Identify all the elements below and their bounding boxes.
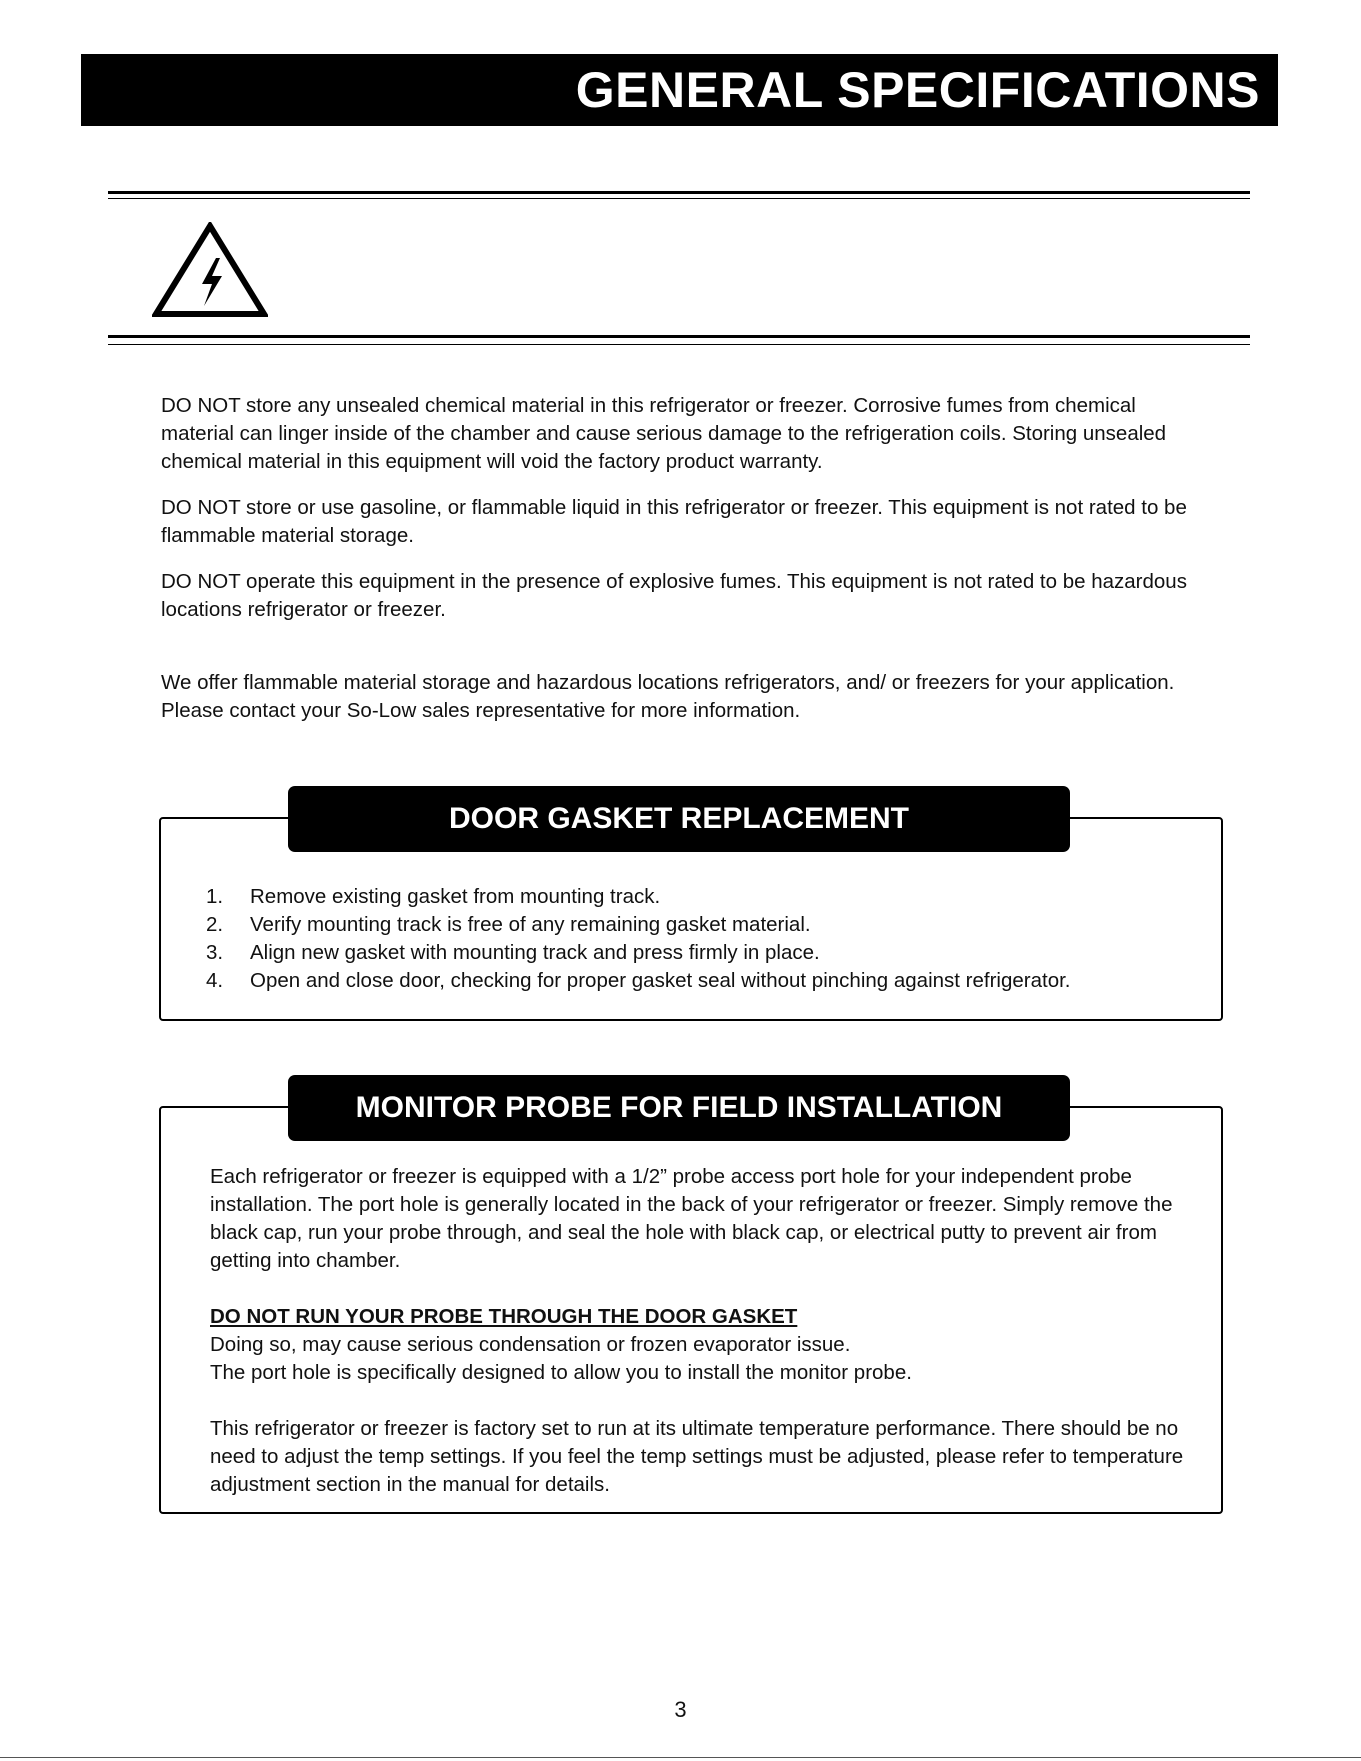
probe-intro-text: Each refrigerator or freezer is equipped with a 1/2” probe access port hole for your independent probe installation. The port hole is generally located in the back of your refrigerator or freezer. Simply remove the black cap, run your probe through, and seal the hole with black cap, or electrical putty to prevent air from getting into chamber.: [210, 1165, 1173, 1272]
probe-warning-heading: DO NOT RUN YOUR PROBE THROUGH THE DOOR GASKET: [210, 1305, 798, 1328]
temperature-note-text: This refrigerator or freezer is factory set to run at its ultimate temperature performance. There should be no need to adjust the temp settings. If you feel the temp settings must be adjusted, please refer to temperature adjustment section in the manual for details.: [210, 1417, 1184, 1496]
page-number: 3: [674, 1697, 687, 1722]
footer-rule: [0, 1757, 1361, 1758]
warning-rule-bottom-thin: [108, 344, 1250, 345]
header-bar: [81, 54, 1278, 126]
step-number: 1.: [206, 885, 224, 908]
electrical-hazard-icon: [152, 222, 268, 318]
warning-rule-top-thin: [108, 198, 1250, 199]
probe-section-title: MONITOR PROBE FOR FIELD INSTALLATION: [288, 1075, 1070, 1141]
flammable-warning-text: DO NOT store or use gasoline, or flammable liquid in this refrigerator or freezer. This equipment is not rated to be flammable material storage.: [161, 496, 1187, 547]
warning-rule-bottom: [108, 335, 1250, 338]
probe-intro: [210, 1163, 1200, 1275]
intro-paragraph: [161, 568, 1191, 624]
step-text: Verify mounting track is free of any remaining gasket material.: [250, 913, 811, 936]
step-text: Align new gasket with mounting track and press firmly in place.: [250, 941, 820, 964]
list-item: [206, 883, 1206, 911]
list-item: [206, 967, 1206, 995]
gasket-section-title: DOOR GASKET REPLACEMENT: [288, 786, 1070, 852]
list-item: [206, 939, 1206, 967]
step-number: 3.: [206, 941, 224, 964]
intro-paragraph: [161, 669, 1191, 725]
contact-info-text: We offer flammable material storage and hazardous locations refrigerators, and/ or freezers for your application. Please contact your So-Low sales representative for more information.: [161, 671, 1175, 722]
intro-paragraph: [161, 392, 1191, 476]
step-text: Open and close door, checking for proper gasket seal without pinching against refrigerator.: [250, 969, 1071, 992]
step-number: 4.: [206, 969, 224, 992]
probe-warning-line: The port hole is specifically designed to allow you to install the monitor probe.: [210, 1361, 912, 1384]
probe-temperature-note: [210, 1415, 1200, 1499]
warning-rule-top: [108, 191, 1250, 194]
page-title: GENERAL SPECIFICATIONS: [575, 62, 1260, 118]
step-text: Remove existing gasket from mounting track.: [250, 885, 661, 908]
list-item: [206, 911, 1206, 939]
step-number: 2.: [206, 913, 224, 936]
gasket-steps-list: [206, 883, 1206, 995]
intro-paragraph: [161, 494, 1191, 550]
chemical-warning-text: DO NOT store any unsealed chemical material in this refrigerator or freezer. Corrosive fumes from chemical material can linger inside of the chamber and cause serious damage to the refrigeration coils. Storing unsealed chemical material in this equipment will void the factory product warranty.: [161, 394, 1167, 473]
probe-warning: [210, 1303, 1200, 1387]
explosive-warning-text: DO NOT operate this equipment in the presence of explosive fumes. This equipment is not rated to be hazardous locations refrigerator or freezer.: [161, 570, 1187, 621]
probe-warning-line: Doing so, may cause serious condensation or frozen evaporator issue.: [210, 1333, 851, 1356]
